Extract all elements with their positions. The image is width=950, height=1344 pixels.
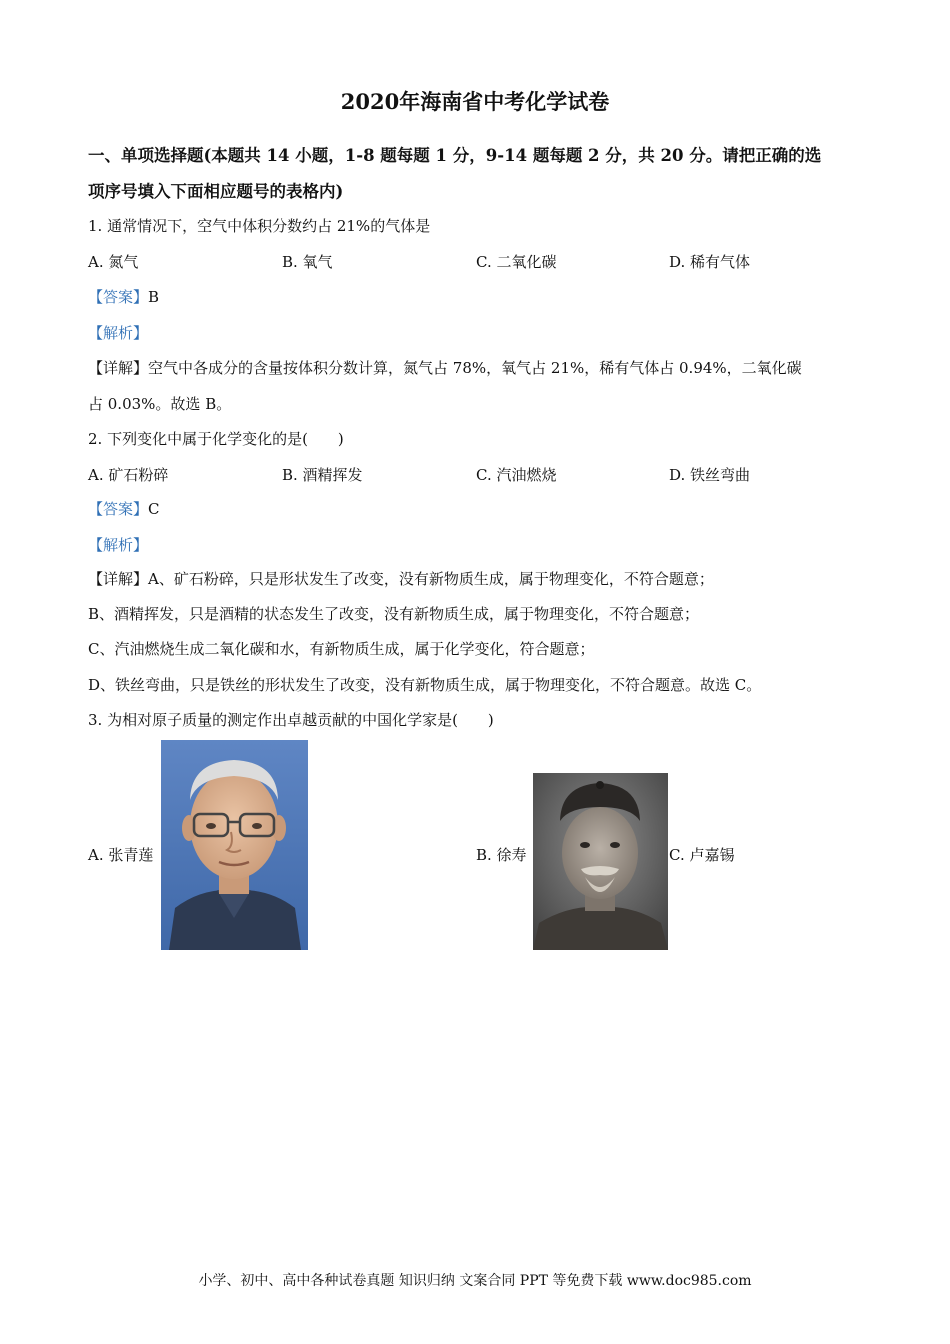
q1-option-a: A. 氮气 [88,253,139,271]
q3-option-a: A. 张青莲 [88,846,154,864]
detail-text: 空气中各成分的含量按体积分数计算，氮气占 78%，氧气占 21%，稀有气体占 0.94%，二氧化碳 [148,359,802,377]
portrait-photo-a [161,740,308,950]
q1-option-c: C. 二氧化碳 [476,253,557,271]
q2-detail-line4: D、铁丝弯曲，只是铁丝的形状发生了改变，没有新物质生成，属于物理变化，不符合题意。故选 C。 [88,676,762,694]
section-heading-line1: 一、单项选择题(本题共 14 小题，1-8 题每题 1 分，9-14 题每题 2 分，共 20 分。请把正确的选 [88,146,822,165]
q1-option-b: B. 氧气 [282,253,333,271]
q1-detail-line2: 占 0.03%。故选 B。 [88,395,232,413]
q2-detail-line3: C、汽油燃烧生成二氧化碳和水，有新物质生成，属于化学变化，符合题意； [88,640,595,658]
q2-analysis-tag: 【解析】 [88,536,149,554]
page-footer: 小学、初中、高中各种试卷真题 知识归纳 文案合同 PPT 等免费下载 www.doc985.com [198,1273,752,1289]
portrait-photo-b [533,773,668,950]
answer-value: C [148,500,160,518]
q2-detail-line2: B、酒精挥发，只是酒精的状态发生了改变，没有新物质生成，属于物理变化，不符合题意； [88,605,700,623]
detail-tag: 【详解】 [88,570,149,588]
q3-option-c: C. 卢嘉锡 [669,846,735,864]
q2-option-a: A. 矿石粉碎 [88,466,169,484]
q1-detail-line1 [88,357,802,378]
q1-option-d: D. 稀有气体 [669,253,751,271]
answer-tag: 【答案】 [88,288,149,306]
section-heading-line2: 项序号填入下面相应题号的表格内) [88,182,344,201]
q2-answer [88,498,160,519]
q2-option-b: B. 酒精挥发 [282,466,363,484]
q3-option-b: B. 徐寿 [476,846,527,864]
question-1-stem: 1. 通常情况下，空气中体积分数约占 21%的气体是 [88,217,431,235]
q1-analysis-tag: 【解析】 [88,324,149,342]
question-3-stem: 3. 为相对原子质量的测定作出卓越贡献的中国化学家是( ) [88,711,494,729]
detail-tag: 【详解】 [88,359,149,377]
answer-value: B [148,288,160,306]
question-2-stem: 2. 下列变化中属于化学变化的是( ) [88,430,344,448]
detail-text: A、矿石粉碎，只是形状发生了改变，没有新物质生成，属于物理变化，不符合题意； [148,570,714,588]
answer-tag: 【答案】 [88,500,149,518]
page-title: 2020年海南省中考化学试卷 [340,89,610,114]
q1-answer [88,286,159,307]
q2-option-c: C. 汽油燃烧 [476,466,557,484]
q2-detail-line1 [88,568,714,589]
q2-option-d: D. 铁丝弯曲 [669,466,751,484]
